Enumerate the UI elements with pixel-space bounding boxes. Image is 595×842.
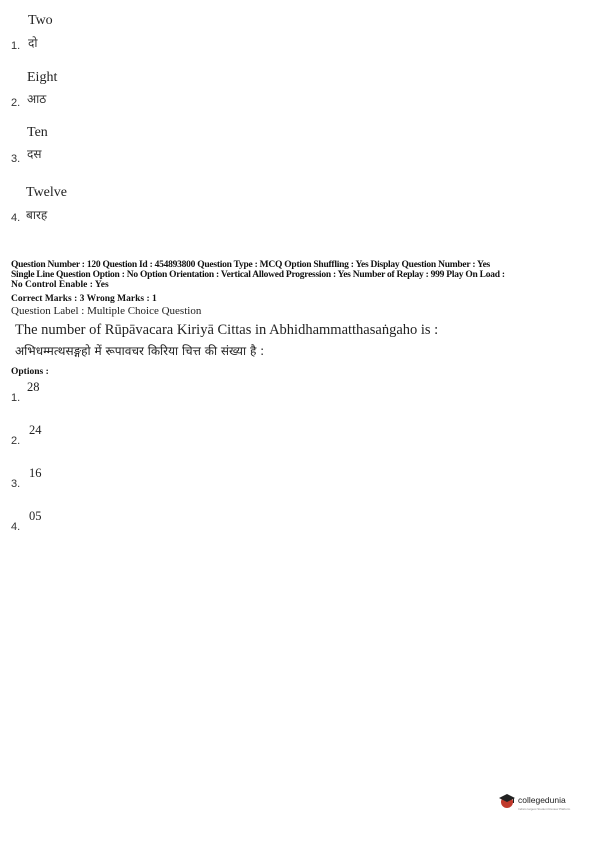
option-3-value: 16 — [29, 466, 42, 480]
option-4-number: 4. — [11, 521, 21, 533]
option-3-number: 3. — [11, 478, 21, 490]
prev-option-4-hindi: बारह — [26, 208, 48, 222]
prev-option-2-english: Eight — [27, 70, 58, 85]
question-marks: Correct Marks : 3 Wrong Marks : 1 — [11, 294, 157, 304]
option-2-number: 2. — [11, 435, 21, 447]
option-1-value: 28 — [27, 380, 40, 394]
graduation-cap-icon — [498, 792, 516, 810]
prev-option-1-hindi: दो — [28, 36, 38, 50]
options-heading: Options : — [11, 367, 49, 377]
question-text-hindi: अभिधम्मत्थसङ्गहो में रूपावचर किरिया चित्त की संख्या है : — [15, 344, 265, 358]
option-1-number: 1. — [11, 392, 21, 404]
prev-option-3-number: 3. — [11, 153, 21, 165]
collegedunia-logo — [498, 790, 578, 816]
prev-option-2-hindi: आठ — [27, 92, 47, 106]
question-meta-line-3: No Control Enable : Yes — [11, 280, 109, 290]
prev-option-3-english: Ten — [27, 125, 48, 140]
question-meta-line-2: Single Line Question Option : No Option Orientation : Vertical Allowed Progression : Yes Number of Replay : 999 Play On Load : — [11, 270, 505, 280]
prev-option-1-number: 1. — [11, 40, 21, 52]
question-label: Question Label : Multiple Choice Question — [11, 305, 202, 317]
prev-option-2-number: 2. — [11, 97, 21, 109]
prev-option-4-english: Twelve — [26, 185, 68, 200]
question-text-english: The number of Rūpāvacara Kiriyā Cittas in Abhidhammatthasaṅgaho is : — [15, 322, 439, 338]
prev-option-3-hindi: दस — [27, 147, 42, 161]
prev-option-1-english: Two — [28, 13, 53, 28]
logo-tagline: India's largest Student Review Platform — [518, 807, 571, 811]
option-2-value: 24 — [29, 423, 42, 437]
prev-option-4-number: 4. — [11, 212, 21, 224]
option-4-value: 05 — [29, 509, 42, 523]
logo-name: collegedunia — [518, 795, 566, 805]
question-meta-line-1: Question Number : 120 Question Id : 454893800 Question Type : MCQ Option Shuffling : Yes Display Question Number : Yes — [11, 260, 490, 270]
